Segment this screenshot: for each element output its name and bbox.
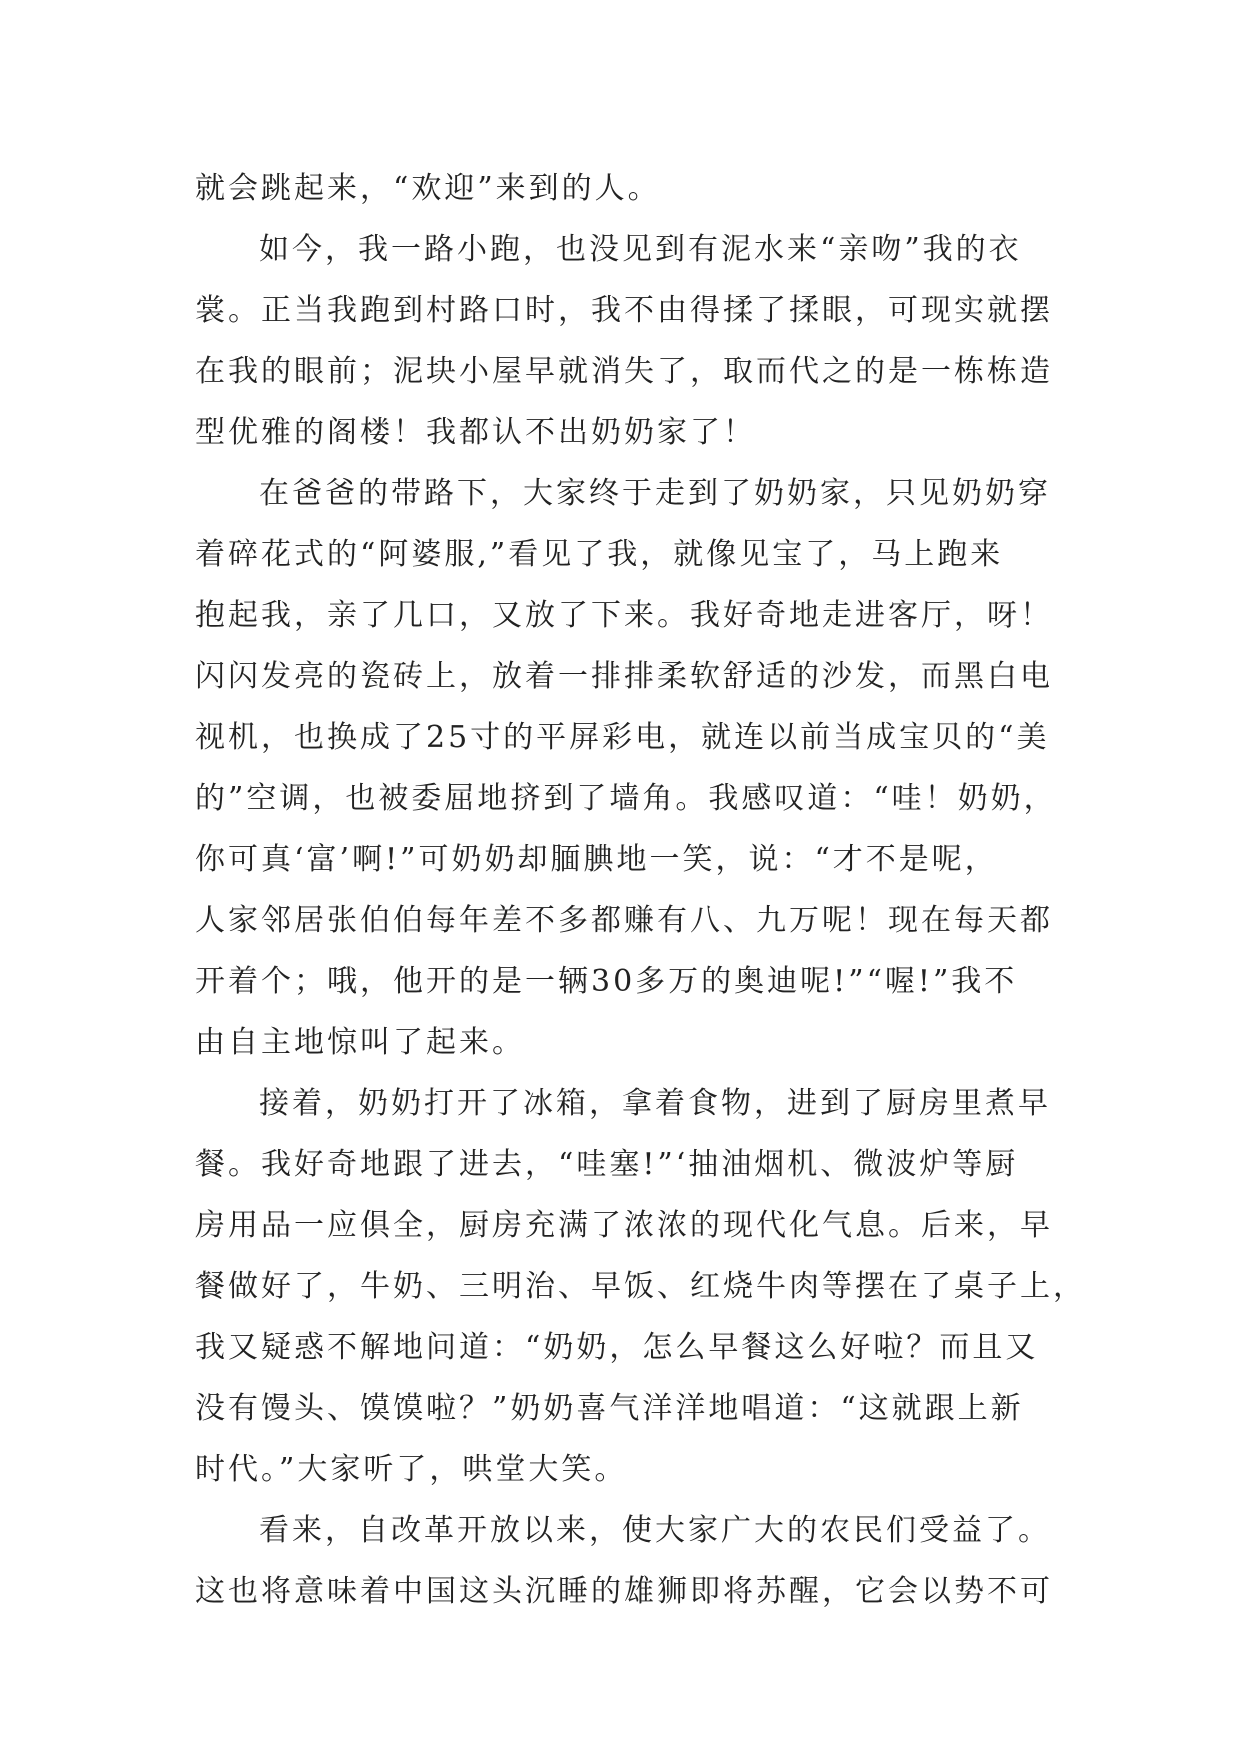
paragraph-start-line: 如今，我一路小跑，也没见到有泥水来“亲吻”我的衣 <box>259 232 1022 267</box>
essay-body <box>195 158 1086 1622</box>
paragraph-start-line: 在爸爸的带路下，大家终于走到了奶奶家，只见奶奶穿 <box>259 476 1051 511</box>
text-line: 裳。正当我跑到村路口时，我不由得揉了揉眼，可现实就摆 <box>195 293 1053 328</box>
text-line: 着碎花式的“阿婆服,”看见了我，就像见宝了，马上跑来 <box>195 537 1004 572</box>
text-line: 时代。”大家听了，哄堂大笑。 <box>195 1452 628 1487</box>
text-line: 没有馒头、馍馍啦？”奶奶喜气洋洋地唱道：“这就跟上新 <box>195 1391 1024 1426</box>
text-line: 由自主地惊叫了起来。 <box>195 1025 525 1060</box>
text-line: 餐。我好奇地跟了进去，“哇塞!”‘抽油烟机、微波炉等厨 <box>195 1147 1019 1182</box>
text-line: 这也将意味着中国这头沉睡的雄狮即将苏醒，它会以势不可 <box>195 1574 1053 1609</box>
text-line: 在我的眼前；泥块小屋早就消失了，取而代之的是一栋栋造 <box>195 354 1053 389</box>
text-line: 抱起我，亲了几口，又放了下来。我好奇地走进客厅，呀！ <box>195 598 1053 633</box>
text-line: 你可真‘富’啊!”可奶奶却腼腆地一笑，说：“才不是呢， <box>195 842 998 877</box>
text-line: 闪闪发亮的瓷砖上，放着一排排柔软舒适的沙发，而黑白电 <box>195 659 1053 694</box>
text-line: 的”空调，也被委屈地挤到了墙角。我感叹道：“哇！奶奶， <box>195 781 1057 816</box>
text-line: 人家邻居张伯伯每年差不多都赚有八、九万呢！现在每天都 <box>195 903 1053 938</box>
text-line: 房用品一应俱全，厨房充满了浓浓的现代化气息。后来，早 <box>195 1208 1053 1243</box>
paragraph-start-line: 接着，奶奶打开了冰箱，拿着食物，进到了厨房里煮早 <box>259 1086 1051 1121</box>
text-line: 就会跳起来，“欢迎”来到的人。 <box>195 171 661 206</box>
text-line: 餐做好了，牛奶、三明治、早饭、红烧牛肉等摆在了桌子上， <box>195 1269 1086 1304</box>
text-line: 视机，也换成了25寸的平屏彩电，就连以前当成宝贝的“美 <box>195 720 1050 755</box>
text-line: 我又疑惑不解地问道：“奶奶，怎么早餐这么好啦？而且又 <box>195 1330 1039 1365</box>
text-line: 开着个；哦，他开的是一辆30多万的奥迪呢!”“喔!”我不 <box>195 964 1018 999</box>
text-line: 型优雅的阁楼！我都认不出奶奶家了！ <box>195 415 756 450</box>
paragraph-start-line: 看来，自改革开放以来，使大家广大的农民们受益了。 <box>259 1513 1051 1548</box>
